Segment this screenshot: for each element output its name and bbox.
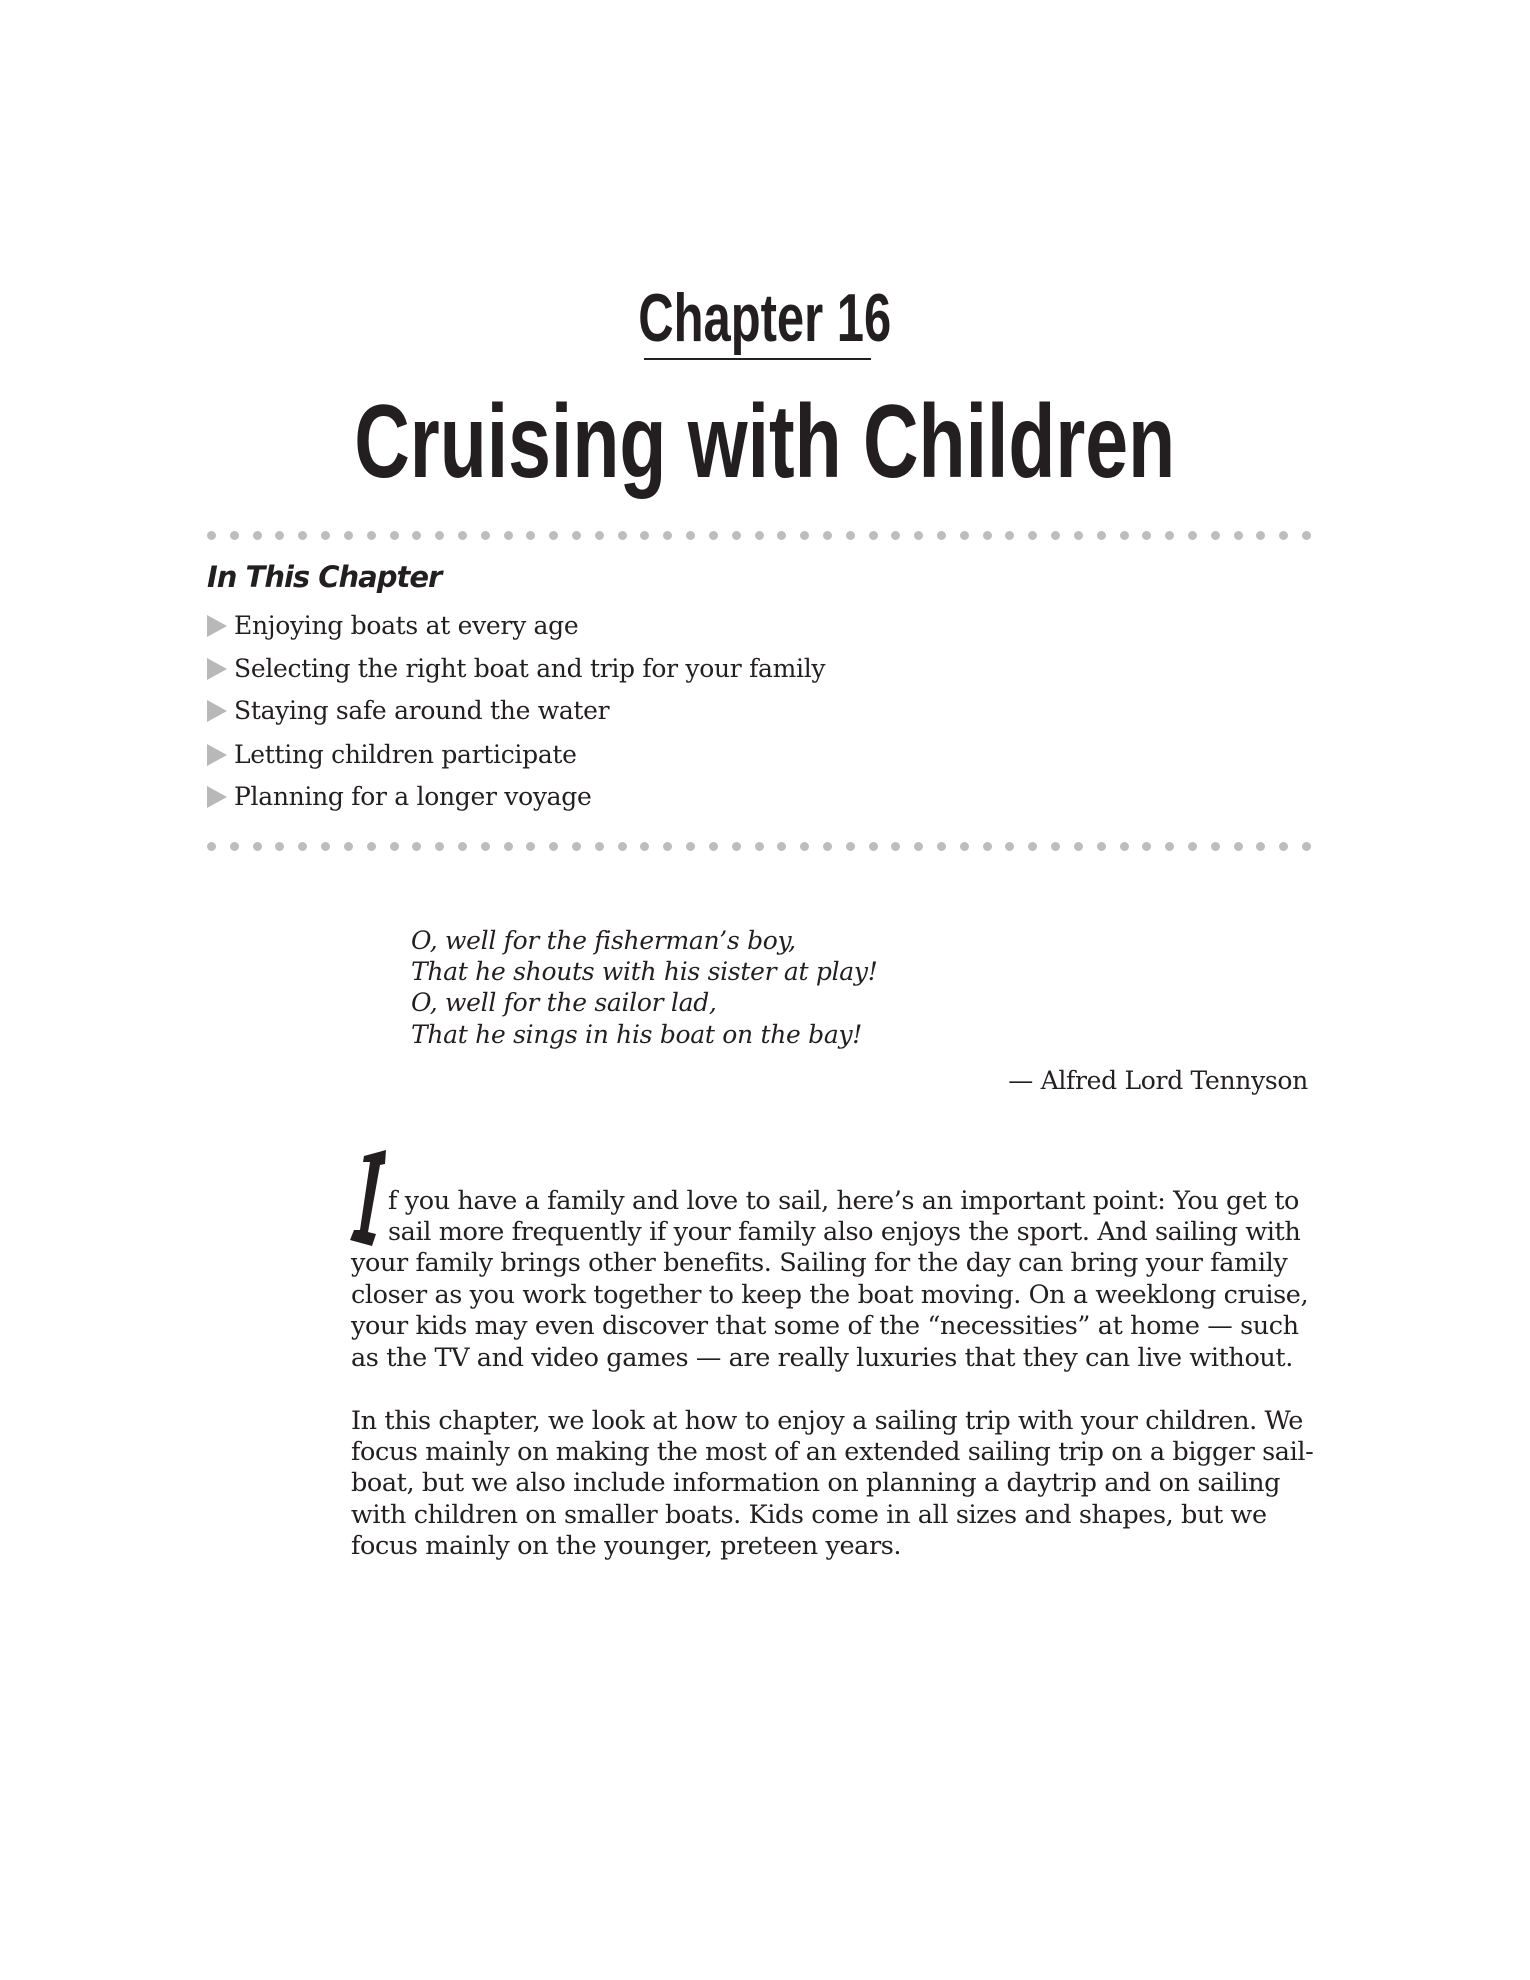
divider-dot	[1302, 531, 1311, 540]
divider-dot	[481, 531, 490, 540]
divider-dot	[207, 842, 216, 851]
divider-dot	[640, 842, 649, 851]
divider-dot	[709, 531, 718, 540]
divider-dot	[914, 531, 923, 540]
divider-dot	[823, 531, 832, 540]
divider-dot	[207, 531, 216, 540]
triangle-bullet-icon	[207, 700, 227, 722]
divider-dot	[595, 531, 604, 540]
divider-dot	[1211, 531, 1220, 540]
dotted-divider-top	[207, 531, 1311, 541]
epigraph-line: O, well for the sailor lad,	[411, 988, 717, 1017]
divider-dot	[960, 531, 969, 540]
divider-dot	[800, 531, 809, 540]
divider-dot	[1097, 531, 1106, 540]
divider-dot	[230, 531, 239, 540]
in-this-chapter-heading: In This Chapter	[207, 560, 442, 594]
divider-dot	[1302, 842, 1311, 851]
divider-dot	[755, 842, 764, 851]
topic-text: Staying safe around the water	[234, 696, 610, 725]
divider-dot	[686, 842, 695, 851]
divider-dot	[595, 842, 604, 851]
epigraph-line: That he sings in his boat on the bay!	[411, 1020, 863, 1049]
chapter-number	[0, 278, 1530, 358]
triangle-bullet-icon	[207, 786, 227, 808]
divider-dot	[1142, 531, 1151, 540]
chapter-underline	[644, 358, 871, 360]
divider-dot	[1165, 842, 1174, 851]
divider-dot	[891, 842, 900, 851]
paragraph-line: In this chapter, we look at how to enjoy a sailing trip with your children. We	[351, 1406, 1303, 1436]
divider-dot	[1188, 842, 1197, 851]
chapter-topic-item	[207, 782, 591, 812]
chapter-topic-item	[207, 696, 609, 726]
divider-dot	[1279, 842, 1288, 851]
divider-dot	[1005, 842, 1014, 851]
divider-dot	[960, 842, 969, 851]
chapter-number-text: Chapter 16	[638, 280, 892, 356]
divider-dot	[640, 531, 649, 540]
divider-dot	[253, 842, 262, 851]
paragraph-line: focus mainly on the younger, preteen years.	[351, 1531, 902, 1561]
divider-dot	[504, 531, 513, 540]
divider-dot	[914, 842, 923, 851]
triangle-bullet-icon	[207, 744, 227, 766]
divider-dot	[937, 531, 946, 540]
divider-dot	[367, 842, 376, 851]
divider-dot	[1074, 842, 1083, 851]
divider-dot	[458, 842, 467, 851]
divider-dot	[732, 531, 741, 540]
divider-dot	[1165, 531, 1174, 540]
topic-text: Letting children participate	[234, 740, 577, 769]
chapter-topic-item	[207, 611, 578, 641]
divider-dot	[412, 531, 421, 540]
divider-dot	[321, 531, 330, 540]
divider-dot	[549, 531, 558, 540]
triangle-bullet-icon	[207, 615, 227, 637]
topic-text: Selecting the right boat and trip for your family	[234, 654, 826, 683]
divider-dot	[390, 842, 399, 851]
divider-dot	[983, 531, 992, 540]
divider-dot	[846, 842, 855, 851]
divider-dot	[663, 531, 672, 540]
divider-dot	[298, 842, 307, 851]
divider-dot	[618, 842, 627, 851]
dotted-divider-bottom	[207, 842, 1311, 852]
paragraph-line: your kids may even discover that some of the “necessities” at home — such	[351, 1311, 1299, 1341]
divider-dot	[298, 531, 307, 540]
paragraph-line: your family brings other benefits. Sailing for the day can bring your family	[351, 1248, 1288, 1278]
divider-dot	[549, 842, 558, 851]
divider-dot	[618, 531, 627, 540]
divider-dot	[253, 531, 262, 540]
chapter-title	[0, 385, 1530, 500]
topic-text: Enjoying boats at every age	[234, 611, 579, 640]
divider-dot	[1256, 842, 1265, 851]
topic-text: Planning for a longer voyage	[234, 782, 592, 811]
epigraph-line: O, well for the fisherman’s boy,	[411, 926, 796, 955]
divider-dot	[1028, 842, 1037, 851]
divider-dot	[1051, 842, 1060, 851]
divider-dot	[321, 842, 330, 851]
divider-dot	[983, 842, 992, 851]
divider-dot	[1028, 531, 1037, 540]
paragraph-line: f you have a family and love to sail, here’s an important point: You get to	[388, 1186, 1300, 1216]
divider-dot	[891, 531, 900, 540]
divider-dot	[869, 842, 878, 851]
divider-dot	[1234, 531, 1243, 540]
divider-dot	[1005, 531, 1014, 540]
divider-dot	[275, 531, 284, 540]
divider-dot	[526, 842, 535, 851]
chapter-topic-item	[207, 654, 825, 684]
divider-dot	[367, 531, 376, 540]
divider-dot	[732, 842, 741, 851]
divider-dot	[1211, 842, 1220, 851]
chapter-title-text: Cruising with Children	[354, 384, 1176, 500]
divider-dot	[458, 531, 467, 540]
divider-dot	[344, 842, 353, 851]
divider-dot	[572, 842, 581, 851]
divider-dot	[1051, 531, 1060, 540]
divider-dot	[572, 531, 581, 540]
divider-dot	[1074, 531, 1083, 540]
divider-dot	[823, 842, 832, 851]
divider-dot	[1256, 531, 1265, 540]
divider-dot	[709, 842, 718, 851]
paragraph-line: focus mainly on making the most of an extended sailing trip on a bigger sail-	[351, 1437, 1314, 1467]
divider-dot	[1188, 531, 1197, 540]
divider-dot	[755, 531, 764, 540]
paragraph-line: sail more frequently if your family also enjoys the sport. And sailing with	[388, 1217, 1301, 1247]
paragraph-line: boat, but we also include information on planning a daytrip and on sailing	[351, 1468, 1281, 1498]
divider-dot	[1142, 842, 1151, 851]
divider-dot	[275, 842, 284, 851]
divider-dot	[846, 531, 855, 540]
divider-dot	[800, 842, 809, 851]
divider-dot	[1120, 531, 1129, 540]
divider-dot	[663, 842, 672, 851]
divider-dot	[435, 531, 444, 540]
divider-dot	[937, 842, 946, 851]
drop-cap-i	[350, 1150, 390, 1246]
divider-dot	[230, 842, 239, 851]
divider-dot	[1279, 531, 1288, 540]
divider-dot	[412, 842, 421, 851]
divider-dot	[1234, 842, 1243, 851]
epigraph-line: That he shouts with his sister at play!	[411, 957, 878, 986]
divider-dot	[504, 842, 513, 851]
divider-dot	[869, 531, 878, 540]
paragraph-line: with children on smaller boats. Kids come in all sizes and shapes, but we	[351, 1500, 1267, 1530]
triangle-bullet-icon	[207, 658, 227, 680]
paragraph-line: as the TV and video games — are really luxuries that they can live without.	[351, 1343, 1293, 1373]
divider-dot	[777, 842, 786, 851]
epigraph-attribution: — Alfred Lord Tennyson	[1008, 1066, 1308, 1095]
divider-dot	[390, 531, 399, 540]
divider-dot	[777, 531, 786, 540]
divider-dot	[435, 842, 444, 851]
divider-dot	[344, 531, 353, 540]
paragraph-line: closer as you work together to keep the boat moving. On a weeklong cruise,	[351, 1280, 1309, 1310]
divider-dot	[686, 531, 695, 540]
divider-dot	[1120, 842, 1129, 851]
chapter-topic-item	[207, 740, 577, 770]
divider-dot	[481, 842, 490, 851]
divider-dot	[526, 531, 535, 540]
divider-dot	[1097, 842, 1106, 851]
